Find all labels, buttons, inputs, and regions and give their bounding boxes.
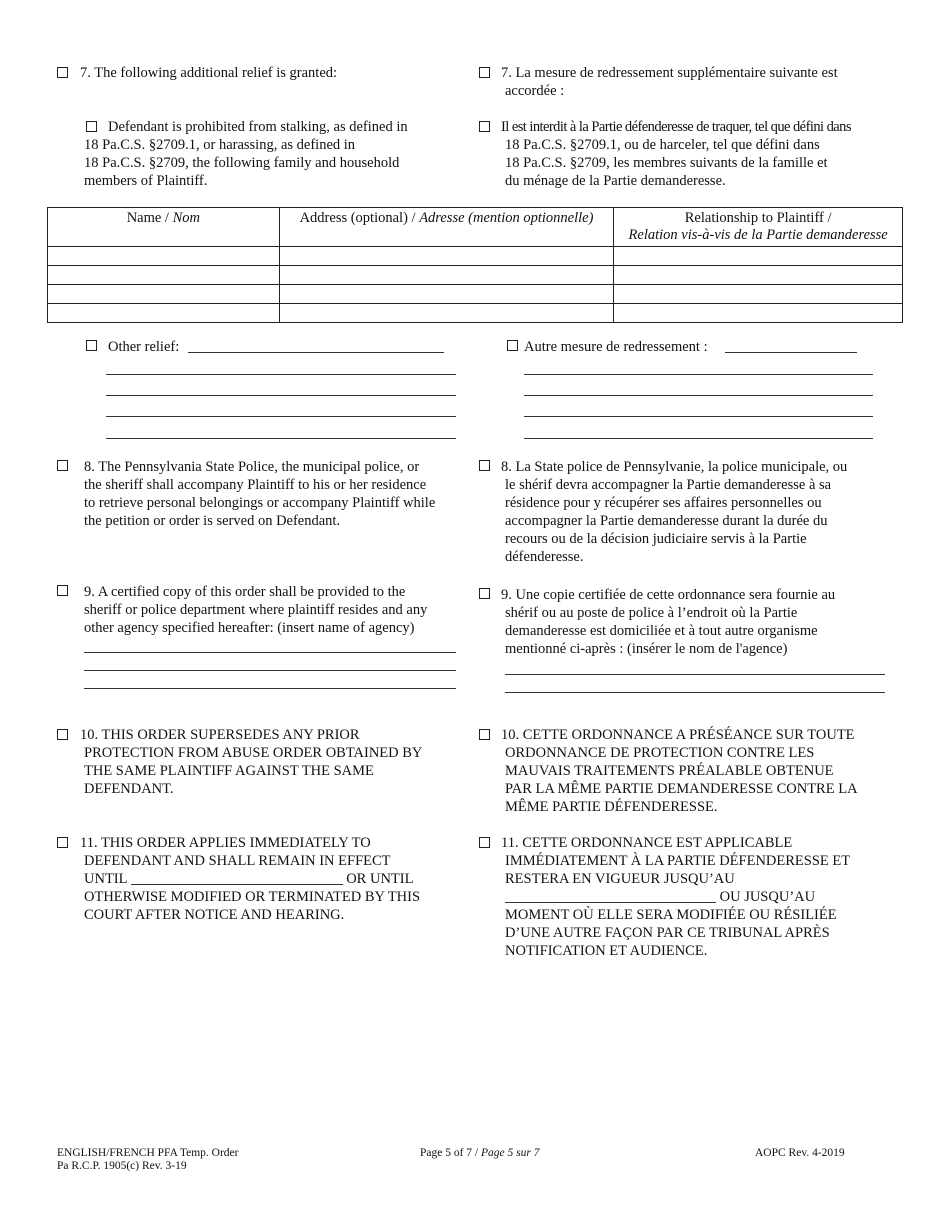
item9-checkbox-fr[interactable] <box>479 588 490 599</box>
other-relief-checkbox-fr[interactable] <box>507 340 518 351</box>
footer-revision: AOPC Rev. 4-2019 <box>755 1147 845 1159</box>
item9-text-fr-l4: mentionné ci-après : (insérer le nom de l'agence) <box>505 641 788 657</box>
ou-jusquau-label: OU JUSQU’AU <box>719 889 816 905</box>
address-column-header: Address (optional) / Adresse (mention optionnelle) <box>279 208 614 247</box>
item10-text-en-l2: PROTECTION FROM ABUSE ORDER OBTAINED BY <box>84 745 423 761</box>
item11-text-en-l1: 11. THIS ORDER APPLIES IMMEDIATELY TO <box>80 835 371 851</box>
other-relief-line-fr[interactable] <box>524 438 873 439</box>
until-label: UNTIL <box>84 871 127 887</box>
stalking-text-en-l1: Defendant is prohibited from stalking, as defined in <box>108 119 408 135</box>
item8-text-fr-l5: recours ou de la décision judiciaire servis à la Partie <box>505 531 807 547</box>
other-relief-line-fr[interactable] <box>524 416 873 417</box>
relationship-cell[interactable] <box>614 247 903 266</box>
item8-text-en-l2: the sheriff shall accompany Plaintiff to his or her residence <box>84 477 427 493</box>
item11-text-fr-l3: RESTERA EN VIGUEUR JUSQU’AU <box>505 871 735 887</box>
relationship-cell[interactable] <box>614 304 903 323</box>
item10-text-fr-l4: PAR LA MÊME PARTIE DEMANDERESSE CONTRE LA <box>505 781 858 797</box>
item11-checkbox-en[interactable] <box>57 837 68 848</box>
table-header-row <box>48 208 903 247</box>
agency-line-en[interactable] <box>84 670 456 671</box>
item9-text-fr-l1: 9. Une copie certifiée de cette ordonnance sera fournie au <box>501 587 836 603</box>
other-relief-input-en[interactable] <box>188 352 444 353</box>
item8-text-fr-l2: le shérif devra accompagner la Partie demanderesse à sa <box>505 477 832 493</box>
item10-checkbox-en[interactable] <box>57 729 68 740</box>
footer-rule-reference: Pa R.C.P. 1905(c) Rev. 3-19 <box>57 1160 187 1172</box>
item8-checkbox-en[interactable] <box>57 460 68 471</box>
stalking-text-en-l2: 18 Pa.C.S. §2709.1, or harassing, as defined in <box>84 137 356 153</box>
other-relief-line-fr[interactable] <box>524 395 873 396</box>
other-relief-line-en[interactable] <box>106 438 456 439</box>
relationship-cell[interactable] <box>614 285 903 304</box>
item10-text-en-l1: 10. THIS ORDER SUPERSEDES ANY PRIOR <box>80 727 360 743</box>
table-row <box>48 266 903 285</box>
name-cell[interactable] <box>48 304 280 323</box>
expiration-date-input-fr[interactable] <box>505 888 716 903</box>
relationship-column-header: Relationship to Plaintiff / Relation vis-à-vis de la Partie demanderesse <box>614 208 903 247</box>
item8-text-en-l1: 8. The Pennsylvania State Police, the municipal police, or <box>84 459 420 475</box>
item11-text-fr-l2: IMMÉDIATEMENT À LA PARTIE DÉFENDERESSE ET <box>505 853 851 869</box>
item7-heading-en: 7. The following additional relief is granted: <box>80 65 338 81</box>
item11-text-en-l4: OTHERWISE MODIFIED OR TERMINATED BY THIS <box>84 889 421 905</box>
item11-text-fr-l7: NOTIFICATION ET AUDIENCE. <box>505 943 708 959</box>
item10-checkbox-fr[interactable] <box>479 729 490 740</box>
name-cell[interactable] <box>48 266 280 285</box>
item8-text-fr-l1: 8. La State police de Pennsylvanie, la police municipale, ou <box>501 459 848 475</box>
item11-text-fr-l4 <box>505 888 815 906</box>
other-relief-input-fr[interactable] <box>725 352 857 353</box>
item11-text-en-l5: COURT AFTER NOTICE AND HEARING. <box>84 907 345 923</box>
address-cell[interactable] <box>279 285 614 304</box>
item11-checkbox-fr[interactable] <box>479 837 490 848</box>
footer-page-number: Page 5 of 7 / Page 5 sur 7 <box>420 1147 540 1159</box>
stalking-text-en-l3: 18 Pa.C.S. §2709, the following family and household <box>84 155 400 171</box>
item10-text-fr-l2: ORDONNANCE DE PROTECTION CONTRE LES <box>505 745 815 761</box>
footer-form-title: ENGLISH/FRENCH PFA Temp. Order <box>57 1147 239 1159</box>
name-cell[interactable] <box>48 247 280 266</box>
relationship-cell[interactable] <box>614 266 903 285</box>
item10-text-fr-l3: MAUVAIS TRAITEMENTS PRÉALABLE OBTENUE <box>505 763 834 779</box>
item11-text-fr-l5: MOMENT OÙ ELLE SERA MODIFIÉE OU RÉSILIÉE <box>505 907 837 923</box>
other-relief-line-fr[interactable] <box>524 374 873 375</box>
table-row <box>48 304 903 323</box>
other-relief-checkbox-en[interactable] <box>86 340 97 351</box>
stalking-text-en-l4: members of Plaintiff. <box>84 173 208 189</box>
item8-text-en-l3: to retrieve personal belongings or accompany Plaintiff while <box>84 495 436 511</box>
item9-text-en-l1: 9. A certified copy of this order shall be provided to the <box>84 584 406 600</box>
item8-text-en-l4: the petition or order is served on Defendant. <box>84 513 341 529</box>
item8-text-fr-l6: défenderesse. <box>505 549 584 565</box>
agency-line-en[interactable] <box>84 688 456 689</box>
stalking-text-fr-l4: du ménage de la Partie demanderesse. <box>505 173 726 189</box>
item10-text-en-l4: DEFENDANT. <box>84 781 174 797</box>
item7-heading-fr-line2: accordée : <box>505 83 565 99</box>
agency-line-en[interactable] <box>84 652 456 653</box>
other-relief-label-fr: Autre mesure de redressement : <box>524 339 708 355</box>
item8-checkbox-fr[interactable] <box>479 460 490 471</box>
item7-checkbox-fr[interactable] <box>479 67 490 78</box>
item9-checkbox-en[interactable] <box>57 585 68 596</box>
stalking-checkbox-en[interactable] <box>86 121 97 132</box>
table-row <box>48 247 903 266</box>
name-column-header: Name / Nom <box>48 208 280 247</box>
item8-text-fr-l4: accompagner la Partie demanderesse durant la durée du <box>505 513 828 529</box>
item11-text-fr-l1: 11. CETTE ORDONNANCE EST APPLICABLE <box>501 835 793 851</box>
item11-text-fr-l6: D’UNE AUTRE FAÇON PAR CE TRIBUNAL APRÈS <box>505 925 830 941</box>
other-relief-line-en[interactable] <box>106 395 456 396</box>
item10-text-fr-l1: 10. CETTE ORDONNANCE A PRÉSÉANCE SUR TOUTE <box>501 727 855 743</box>
stalking-checkbox-fr[interactable] <box>479 121 490 132</box>
other-relief-label-en: Other relief: <box>108 339 180 355</box>
item11-text-en-l3 <box>84 870 413 888</box>
item9-text-en-l2: sheriff or police department where plaintiff resides and any <box>84 602 428 618</box>
expiration-date-input-en[interactable] <box>131 870 343 885</box>
or-until-label: OR UNTIL <box>346 871 414 887</box>
address-cell[interactable] <box>279 266 614 285</box>
family-members-table <box>47 207 903 323</box>
item10-text-fr-l5: MÊME PARTIE DÉFENDERESSE. <box>505 799 718 815</box>
item9-text-fr-l3: demanderesse est domiciliée et à tout autre organisme <box>505 623 818 639</box>
agency-line-fr[interactable] <box>505 674 885 675</box>
agency-line-fr[interactable] <box>505 692 885 693</box>
stalking-text-fr-l2: 18 Pa.C.S. §2709.1, ou de harceler, tel que défini dans <box>505 137 820 153</box>
other-relief-line-en[interactable] <box>106 374 456 375</box>
stalking-text-fr-l1: Il est interdit à la Partie défenderesse de traquer, tel que défini dans <box>501 119 851 135</box>
address-cell[interactable] <box>279 304 614 323</box>
address-cell[interactable] <box>279 247 614 266</box>
item9-text-fr-l2: shérif ou au poste de police à l’endroit où la Partie <box>505 605 798 621</box>
item9-text-en-l3: other agency specified hereafter: (insert name of agency) <box>84 620 415 636</box>
other-relief-line-en[interactable] <box>106 416 456 417</box>
item11-text-en-l2: DEFENDANT AND SHALL REMAIN IN EFFECT <box>84 853 391 869</box>
item7-checkbox-en[interactable] <box>57 67 68 78</box>
item8-text-fr-l3: résidence pour y récupérer ses affaires personnelles ou <box>505 495 822 511</box>
item10-text-en-l3: THE SAME PLAINTIFF AGAINST THE SAME <box>84 763 374 779</box>
table-row <box>48 285 903 304</box>
item7-heading-fr-line1: 7. La mesure de redressement supplémentaire suivante est <box>501 65 838 81</box>
name-cell[interactable] <box>48 285 280 304</box>
stalking-text-fr-l3: 18 Pa.C.S. §2709, les membres suivants de la famille et <box>505 155 828 171</box>
